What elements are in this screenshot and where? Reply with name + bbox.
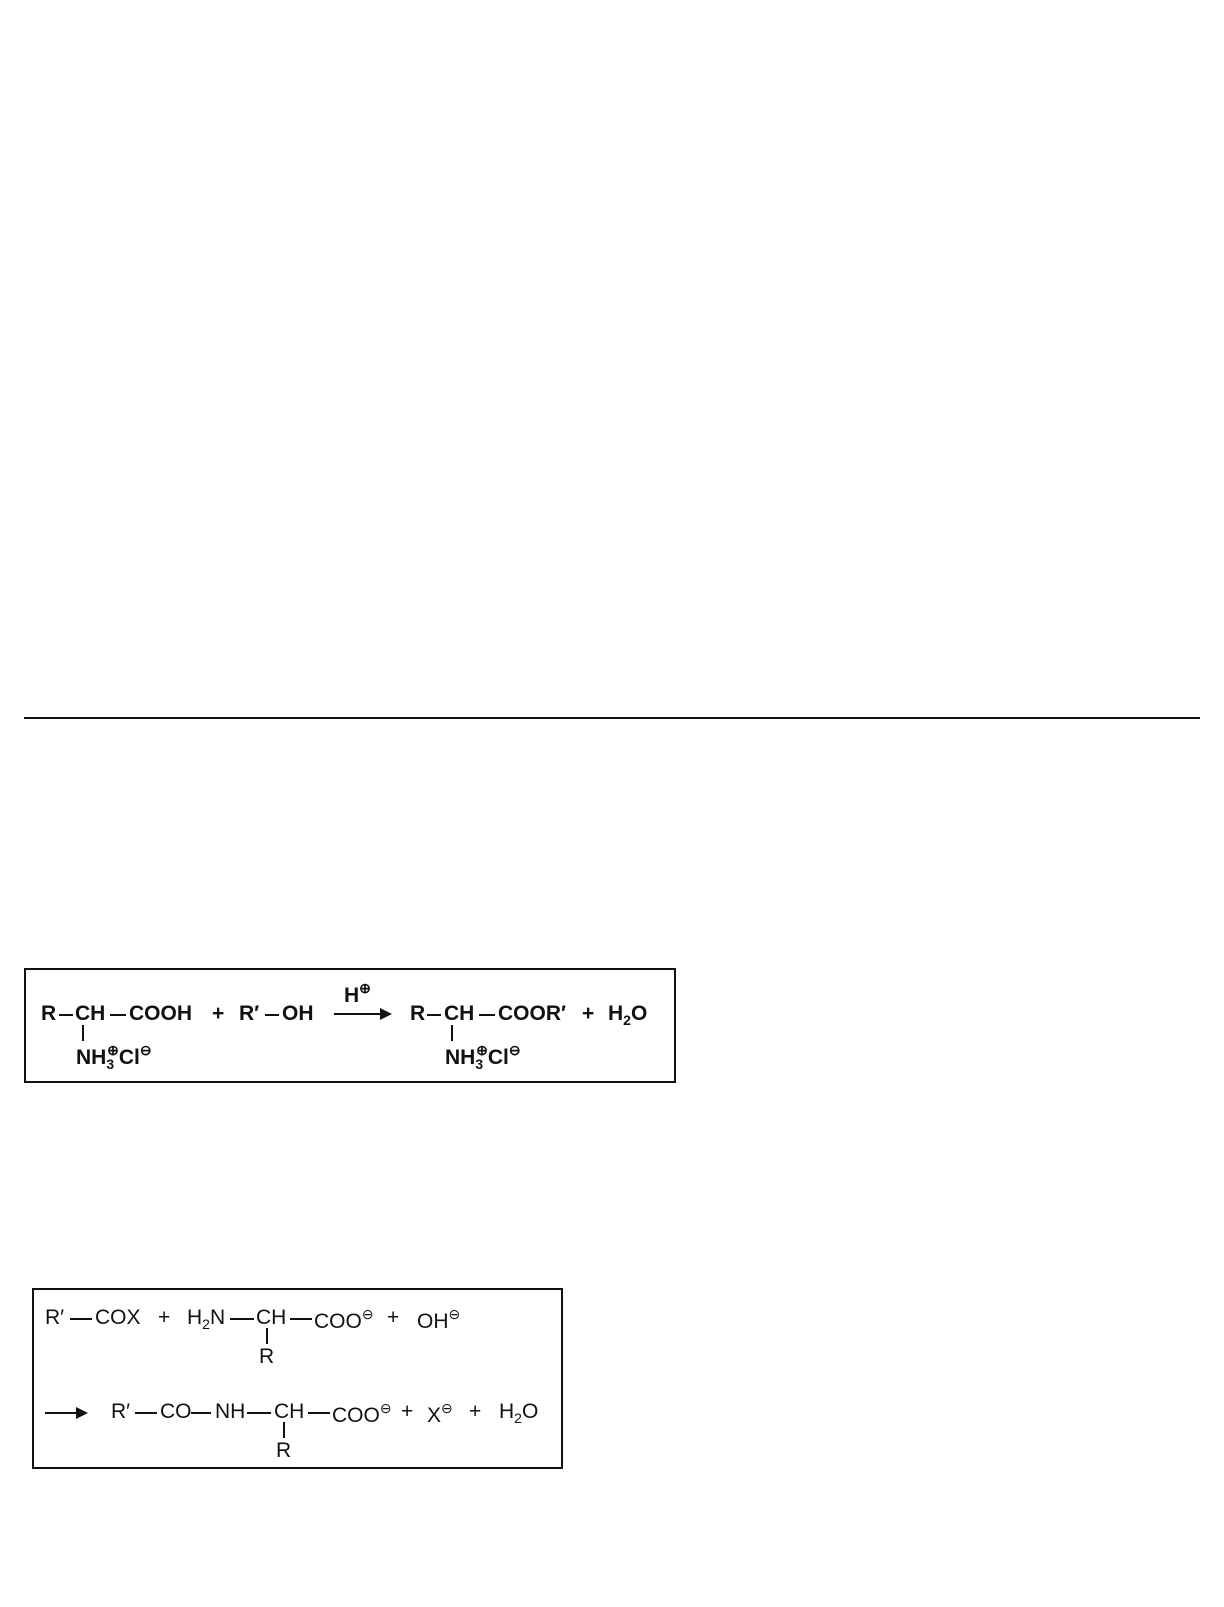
plus-sign: + [387,1306,400,1329]
vertical-bond [82,1025,84,1041]
r-group: R [259,1345,275,1368]
hydroxyl-group: OH [282,1002,314,1025]
bond [308,1412,330,1414]
ammonium-chloride: $NH_3^\oplus Cl^⊖$ [76,1042,152,1072]
ch-group: CH [274,1400,305,1423]
ammonium-chloride: $NH_3^\oplus Cl^⊖$ [445,1042,521,1072]
bond [110,1014,126,1016]
bond [247,1412,271,1414]
reaction-box-esterification [24,968,676,1083]
carboxylate-group: COO⊖ [332,1400,392,1427]
bond [191,1412,211,1414]
bond [427,1014,441,1016]
r-group: R [276,1439,292,1462]
bond [230,1318,254,1320]
r-prime-group: R′ [111,1400,131,1423]
reaction-arrow [334,1013,389,1015]
reaction-arrow [45,1412,85,1414]
plus-sign: + [158,1306,171,1329]
water: $H_2O$ [499,1400,539,1426]
vertical-bond [283,1422,285,1438]
bond [479,1014,495,1016]
plus-sign: + [582,1002,595,1025]
bond [290,1318,312,1320]
amide-nh-group: NH [215,1400,246,1423]
carboxylate-group: COO⊖ [314,1306,374,1333]
r-group: R [410,1002,426,1025]
r-group: R [41,1002,57,1025]
hydroxide-ion: OH⊖ [417,1306,461,1333]
carboxyl-group: COOH [129,1002,192,1025]
plus-sign: + [401,1400,414,1423]
bond [59,1014,73,1016]
catalyst-label: H⊕ [344,980,371,1007]
bond [135,1412,157,1414]
ch-group: CH [444,1002,475,1025]
vertical-bond [451,1025,453,1041]
bond [265,1014,279,1016]
horizontal-rule [24,717,1200,719]
amine-group: $H_2N$ [187,1306,226,1332]
ch-group: CH [75,1002,106,1025]
ester-group: COOR′ [498,1002,567,1025]
acyl-halide-group: COX [95,1306,141,1329]
plus-sign: + [212,1002,225,1025]
bond [70,1318,92,1320]
vertical-bond [266,1328,268,1344]
ch-group: CH [256,1306,287,1329]
carbonyl-group: CO [160,1400,192,1423]
reaction-box-acylation [32,1288,563,1469]
plus-sign: + [469,1400,482,1423]
r-prime-group: R′ [239,1002,260,1025]
water: $H_2O$ [608,1002,648,1028]
r-prime-group: R′ [45,1306,65,1329]
halide-ion: X⊖ [427,1400,453,1427]
